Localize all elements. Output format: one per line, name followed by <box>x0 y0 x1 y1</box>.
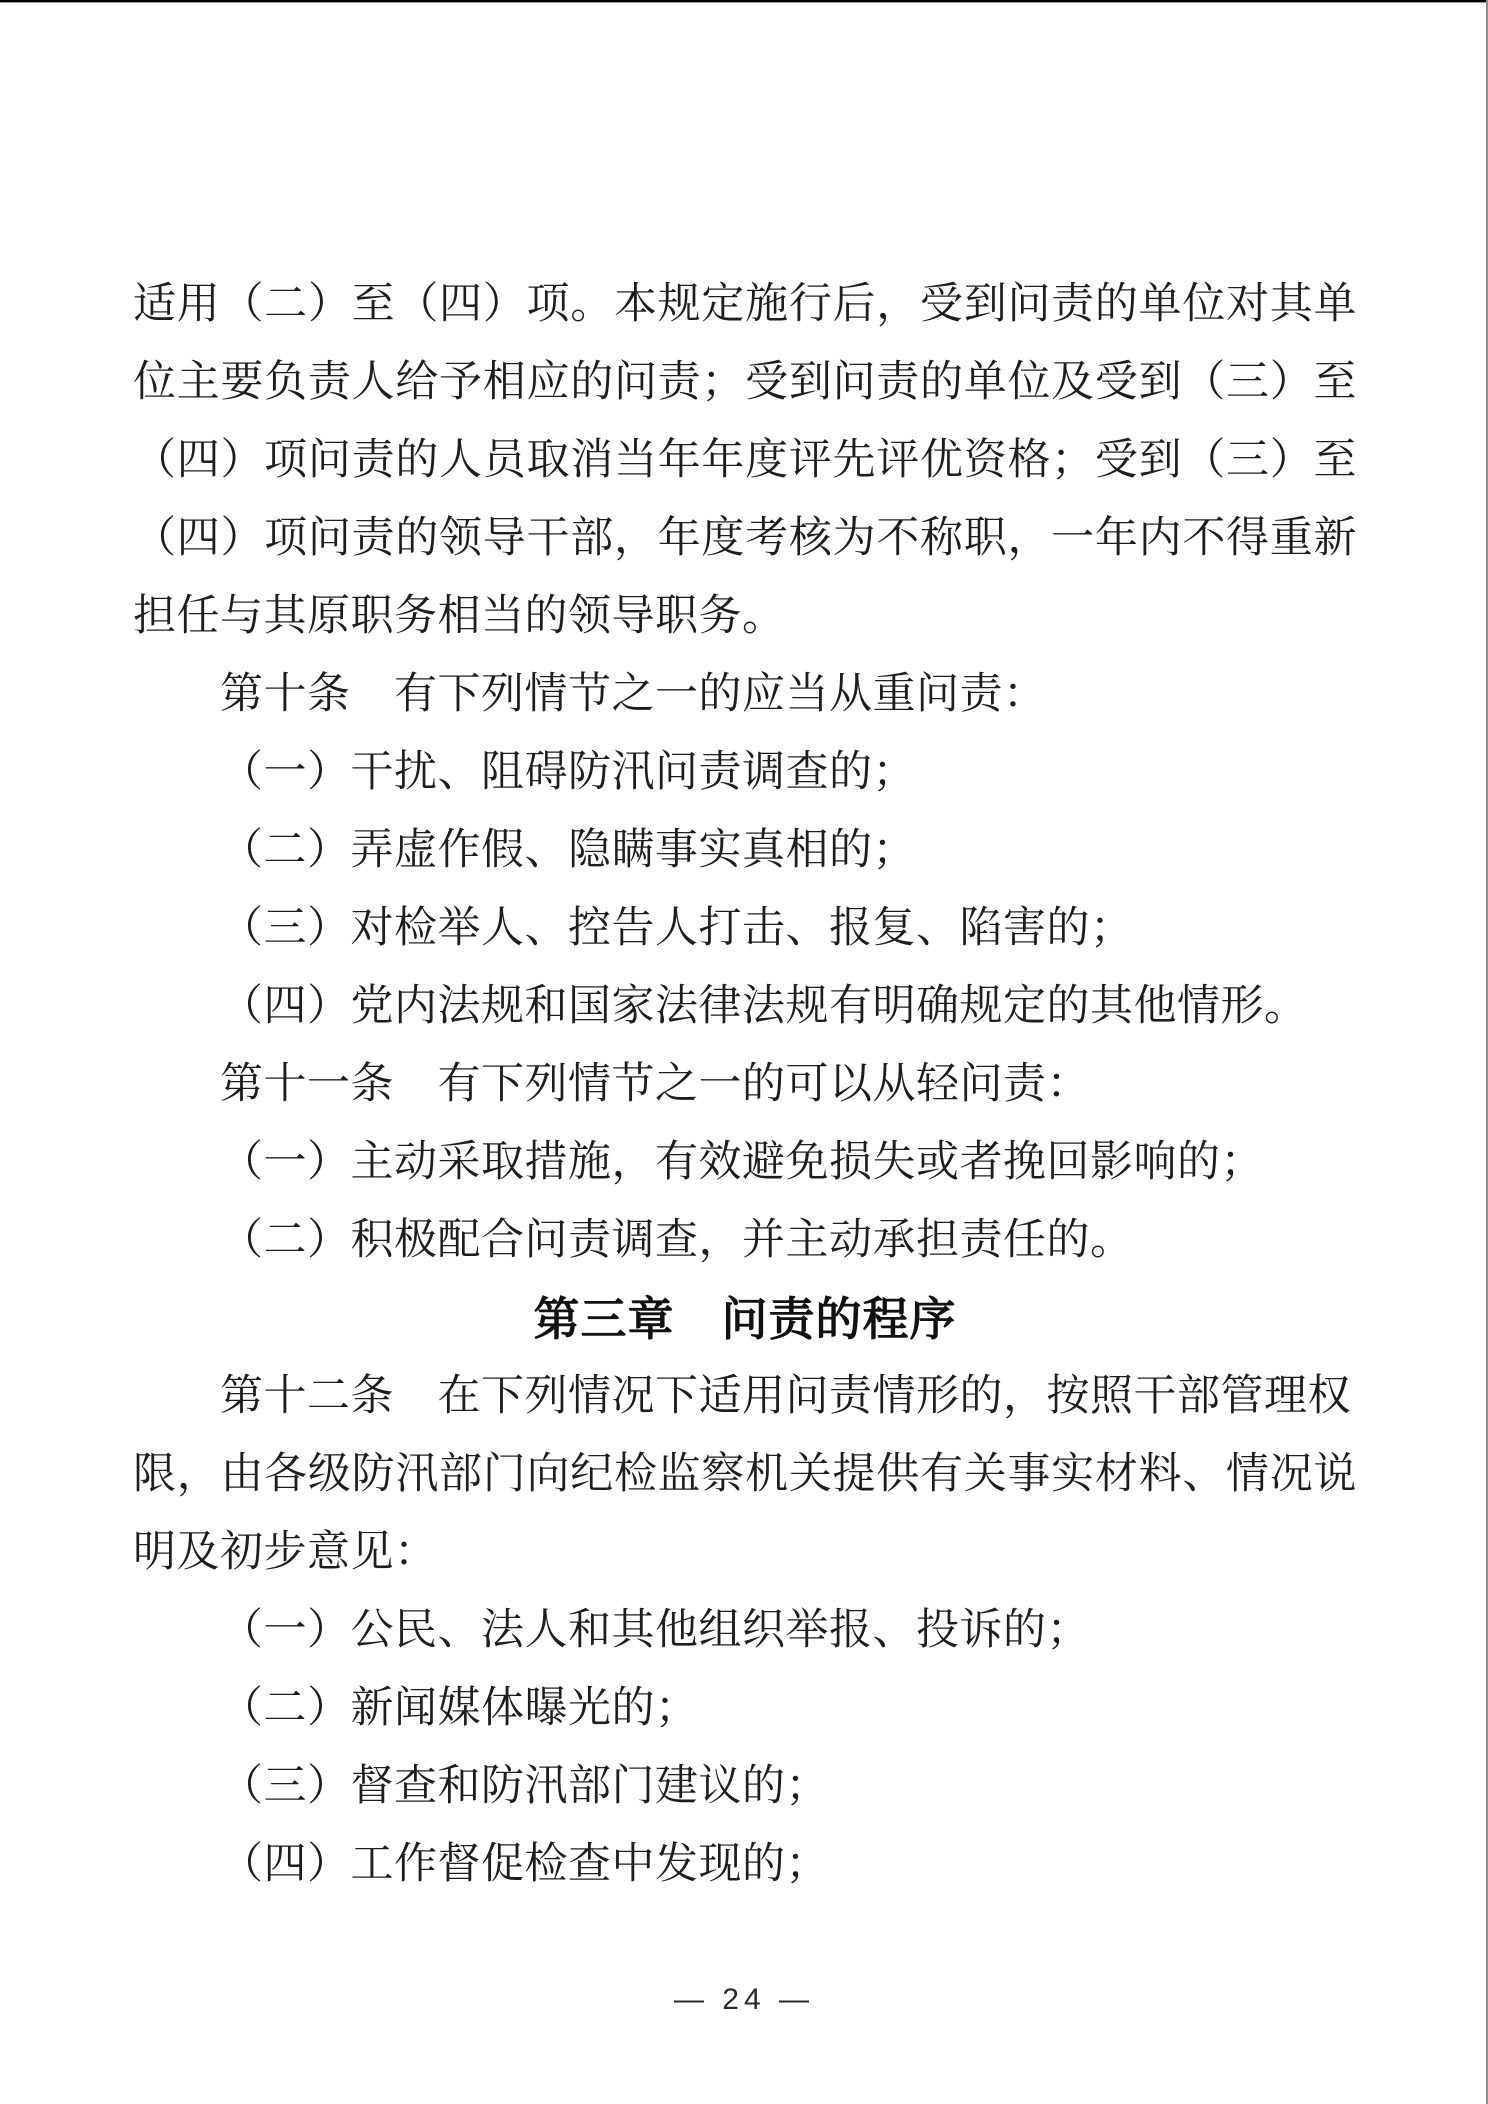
list-item-line: （四）党内法规和国家法律法规有明确规定的其他情形。 <box>220 983 1308 1030</box>
list-item-line: （二）新闻媒体曝光的； <box>220 1685 699 1732</box>
list-item-line: （一）主动采取措施，有效避免损失或者挽回影响的； <box>220 1139 1264 1186</box>
body-line: 位主要负责人给予相应的问责；受到问责的单位及受到（三）至 <box>133 359 1357 406</box>
list-item-line: （四）工作督促检查中发现的； <box>220 1841 829 1888</box>
list-item-line: （三）督查和防汛部门建议的； <box>220 1763 829 1810</box>
body-line: （四）项问责的人员取消当年年度评先评优资格；受到（三）至 <box>133 437 1357 484</box>
body-line: 适用（二）至（四）项。本规定施行后，受到问责的单位对其单 <box>133 281 1357 328</box>
body-line: （四）项问责的领导干部，年度考核为不称职，一年内不得重新 <box>133 515 1357 562</box>
page-footer <box>0 1983 1488 2017</box>
list-item-line: （一）公民、法人和其他组织举报、投诉的； <box>220 1607 1090 1654</box>
page-number: — 24 — <box>673 1983 815 2016</box>
body-line: 担任与其原职务相当的领导职务。 <box>133 593 786 640</box>
list-item-line: （三）对检举人、控告人打击、报复、陷害的； <box>220 905 1134 952</box>
article-line: 第十一条 有下列情节之一的可以从轻问责： <box>220 1061 1090 1108</box>
document-body <box>133 266 1357 1904</box>
body-line: 限，由各级防汛部门向纪检监察机关提供有关事实材料、情况说 <box>133 1451 1357 1498</box>
article-line: 第十条 有下列情节之一的应当从重问责： <box>220 671 1047 718</box>
body-line: 明及初步意见： <box>133 1529 438 1576</box>
scan-top-edge <box>0 0 1488 3</box>
list-item-line: （二）积极配合问责调查，并主动承担责任的。 <box>220 1217 1134 1264</box>
article-line: 第十二条 在下列情况下适用问责情形的，按照干部管理权 <box>220 1373 1351 1420</box>
list-item-line: （二）弄虚作假、隐瞒事实真相的； <box>220 827 916 874</box>
chapter-heading: 第三章 问责的程序 <box>533 1293 957 1345</box>
list-item-line: （一）干扰、阻碍防汛问责调查的； <box>220 749 916 796</box>
